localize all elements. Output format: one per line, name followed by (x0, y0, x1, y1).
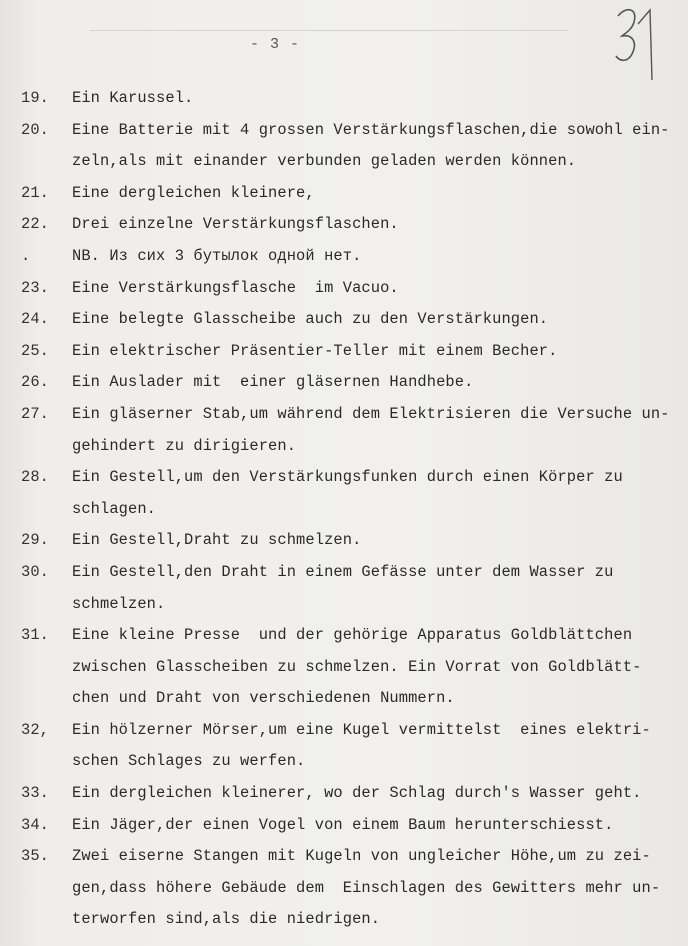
item-number: 25. (21, 341, 50, 360)
item-number: 28. (21, 468, 50, 487)
item-text: Eine Verstärkungsflasche im Vacuo. (72, 278, 399, 297)
handwritten-folio-number (612, 2, 662, 92)
item-number: 27. (21, 404, 50, 423)
item-number: . (21, 246, 31, 265)
list-item-line (0, 431, 688, 463)
item-number: 20. (21, 120, 50, 139)
list-item-line (0, 715, 688, 747)
item-number: 30. (21, 562, 50, 581)
item-number: 24. (21, 310, 50, 329)
item-text: Ein Gestell,um den Verstärkungsfunken durch einen Körper zu (72, 468, 623, 487)
list-item-line (0, 336, 688, 368)
list-item-line (0, 873, 688, 905)
inventory-list (0, 83, 688, 936)
list-item-line (0, 146, 688, 178)
item-number: 29. (21, 531, 50, 550)
list-item-line (0, 557, 688, 589)
list-item-line (0, 273, 688, 305)
item-text: Ein Jäger,der einen Vogel von einem Baum herunterschiesst. (72, 815, 614, 834)
item-text: Eine belegte Glasscheibe auch zu den Verstärkungen. (72, 310, 549, 329)
list-item-line (0, 83, 688, 115)
item-number: 21. (21, 183, 50, 202)
item-text: zwischen Glasscheiben zu schmelzen. Ein Vorrat von Goldblätt- (72, 657, 642, 676)
item-number: 34. (21, 815, 50, 834)
list-item-line (0, 778, 688, 810)
list-item-line (0, 683, 688, 715)
item-number: 32, (21, 720, 50, 739)
item-text: Ein elektrischer Präsentier-Teller mit einem Becher. (72, 341, 558, 360)
list-item-line (0, 652, 688, 684)
list-item-line (0, 178, 688, 210)
item-number: 31. (21, 626, 50, 645)
list-item-line (0, 589, 688, 621)
item-text: Eine Batterie mit 4 grossen Verstärkungsflaschen,die sowohl ein- (72, 120, 670, 139)
item-text: terworfen sind,als die niedrigen. (72, 910, 381, 929)
item-text: Drei einzelne Verstärkungsflaschen. (72, 215, 399, 234)
item-text: Ein Gestell,den Draht in einem Gefässe unter dem Wasser zu (72, 562, 614, 581)
item-text: Ein Karussel. (72, 89, 194, 107)
item-text: chen und Draht von verschiedenen Nummern. (72, 689, 455, 708)
list-item-line (0, 304, 688, 336)
item-number: 19. (21, 89, 50, 107)
item-text: Eine dergleichen kleinere, (72, 183, 315, 202)
list-item-line (0, 462, 688, 494)
item-number: 23. (21, 278, 50, 297)
item-text: Zwei eiserne Stangen mit Kugeln von ungleicher Höhe,um zu zei- (72, 847, 651, 866)
item-text: schmelzen. (72, 594, 166, 613)
list-item-line (0, 494, 688, 526)
list-item-line (0, 620, 688, 652)
item-text: zeln,als mit einander verbunden geladen werden können. (72, 152, 577, 171)
item-number: 22. (21, 215, 50, 234)
item-text: Ein hölzerner Mörser,um eine Kugel vermittelst eines elektri- (72, 720, 651, 739)
list-item-line (0, 525, 688, 557)
list-item-line (0, 367, 688, 399)
item-text: NB. Из сих 3 бутылок одной нет. (72, 246, 362, 265)
item-number: 33. (21, 784, 50, 803)
list-item-line (0, 746, 688, 778)
top-rule (90, 30, 568, 31)
item-text: Ein gläserner Stab,um während dem Elektrisieren die Versuche un- (72, 404, 670, 423)
list-item-line (0, 810, 688, 842)
item-text: gen,dass höhere Gebäude dem Einschlagen des Gewitters mehr un- (72, 878, 661, 897)
page-number: - 3 - (250, 36, 301, 53)
item-text: Ein dergleichen kleinerer, wo der Schlag durch's Wasser geht. (72, 784, 642, 803)
list-item-line (0, 904, 688, 936)
item-text: Eine kleine Presse und der gehörige Apparatus Goldblättchen (72, 626, 633, 645)
item-text: schen Schlages zu werfen. (72, 752, 306, 771)
item-text: gehindert zu dirigieren. (72, 436, 297, 455)
list-item-line (0, 399, 688, 431)
list-item-line (0, 115, 688, 147)
item-text: schlagen. (72, 499, 157, 518)
item-number: 35. (21, 847, 50, 866)
item-text: Ein Gestell,Draht zu schmelzen. (72, 531, 362, 550)
item-number: 26. (21, 373, 50, 392)
list-item-line (0, 241, 688, 273)
item-text: Ein Auslader mit einer gläsernen Handhebe. (72, 373, 474, 392)
list-item-line (0, 209, 688, 241)
list-item-line (0, 841, 688, 873)
